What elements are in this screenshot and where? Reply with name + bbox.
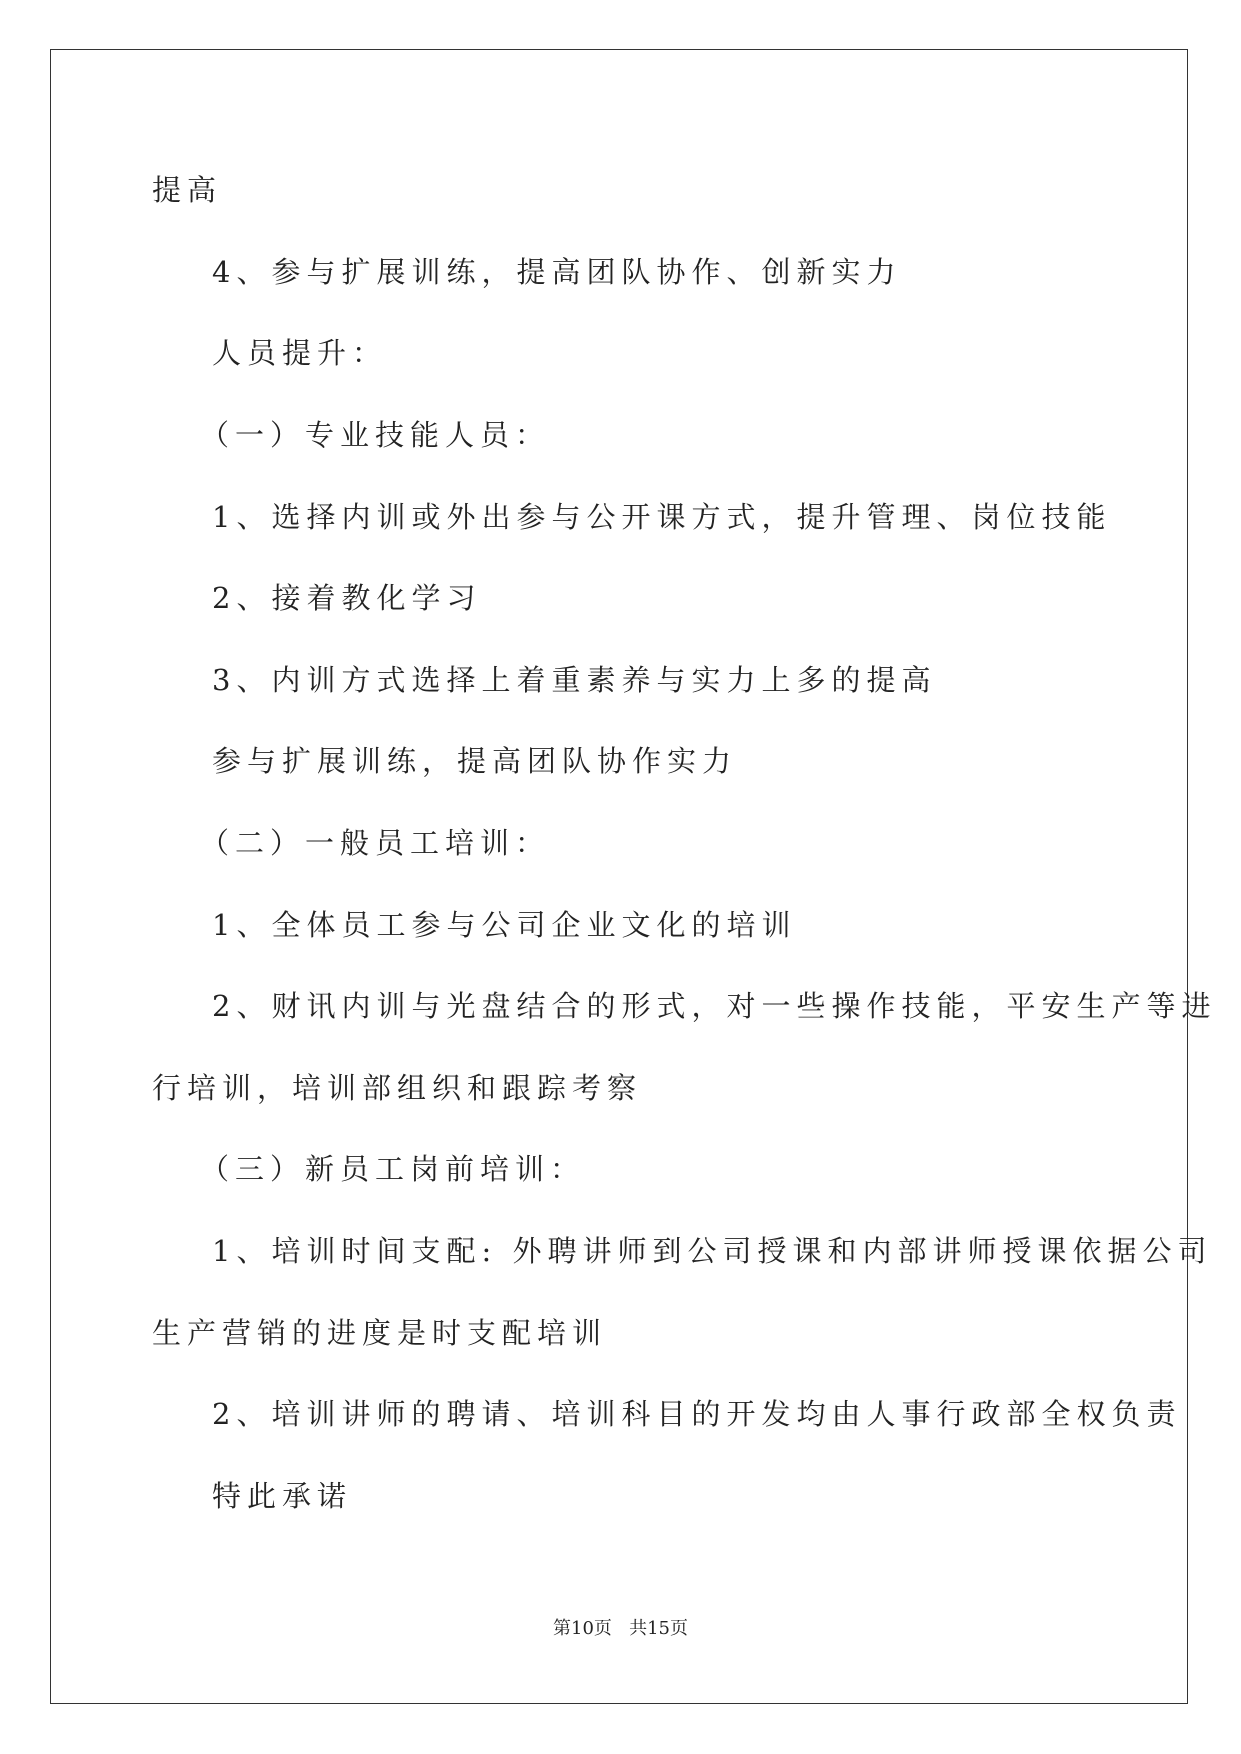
text-line-12: 行培训，培训部组织和跟踪考察 — [152, 1071, 643, 1105]
text-line-7: 3、内训方式选择上着重素养与实力上多的提高 — [212, 663, 937, 697]
text-line-16: 2、培训讲师的聘请、培训科目的开发均由人事行政部全权负责 — [212, 1397, 1182, 1431]
text-line-17: 特此承诺 — [212, 1479, 353, 1513]
text-line-10: 1、全体员工参与公司企业文化的培训 — [212, 908, 797, 942]
text-line-5: 1、选择内训或外出参与公开课方式，提升管理、岗位技能 — [212, 500, 1112, 534]
text-line-11: 2、财讯内训与光盘结合的形式，对一些操作技能，平安生产等进 — [212, 989, 1217, 1023]
text-line-3: 人员提升： — [212, 336, 388, 370]
text-line-1: 提高 — [152, 173, 223, 207]
page-border — [50, 49, 1188, 1704]
page-total: 共15页 — [629, 1618, 688, 1639]
text-line-13: （三）新员工岗前培训： — [200, 1152, 586, 1186]
page-number: 第10页 — [553, 1618, 612, 1639]
text-line-6: 2、接着教化学习 — [212, 581, 482, 615]
text-line-2: 4、参与扩展训练，提高团队协作、创新实力 — [212, 255, 902, 289]
text-line-9: （二）一般员工培训： — [200, 826, 551, 860]
text-line-15: 生产营销的进度是时支配培训 — [152, 1316, 608, 1350]
page-footer — [0, 1617, 1241, 1641]
text-line-4: （一）专业技能人员： — [200, 418, 551, 452]
text-line-8: 参与扩展训练，提高团队协作实力 — [212, 744, 738, 778]
text-line-14: 1、培训时间支配: 外聘讲师到公司授课和内部讲师授课依据公司 — [212, 1234, 1213, 1268]
